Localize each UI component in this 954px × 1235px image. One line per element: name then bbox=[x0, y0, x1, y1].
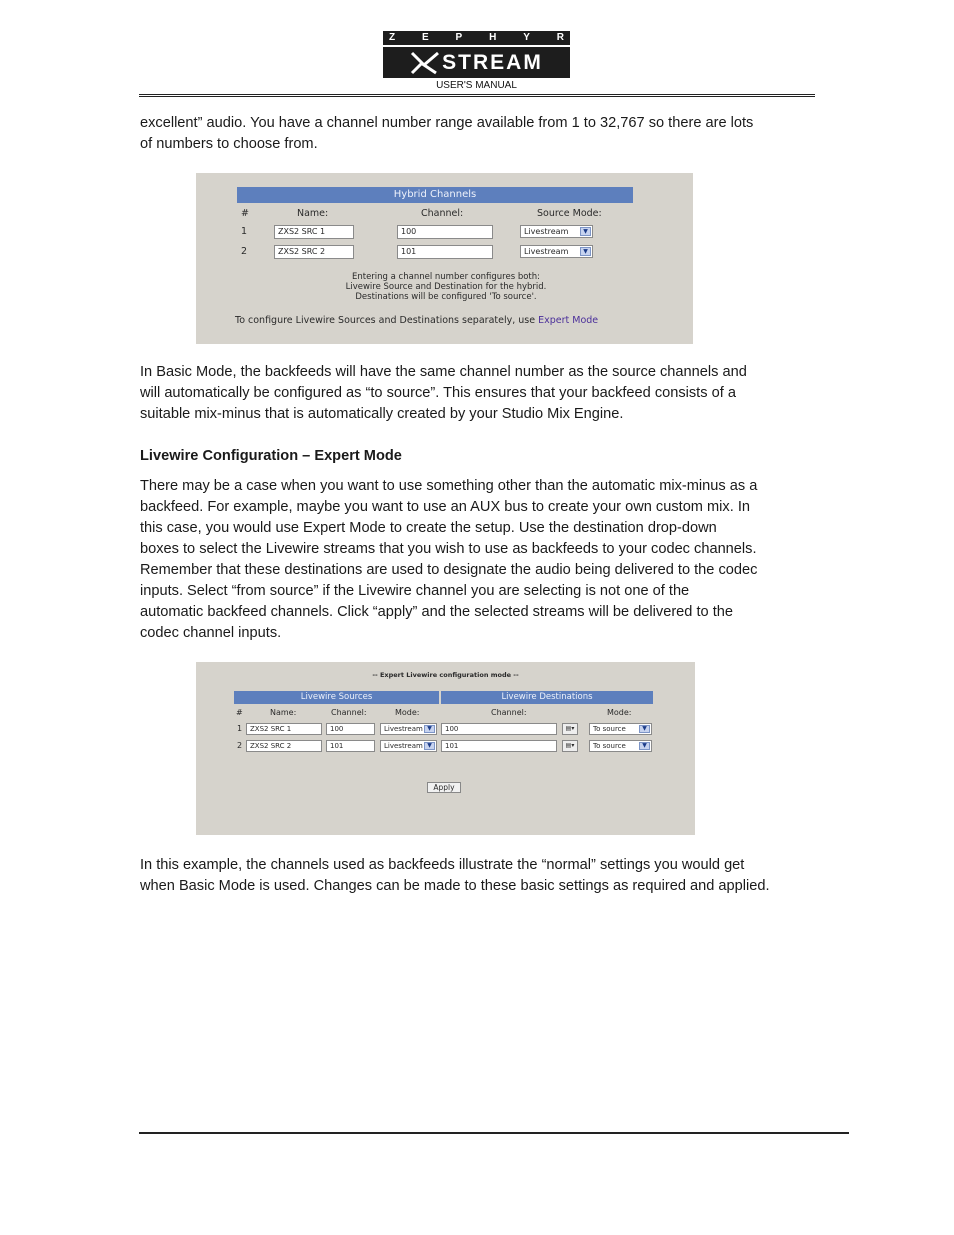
logo-rule bbox=[383, 45, 570, 47]
text-line: Remember that these destinations are used to designate the audio being delivered to the codec bbox=[140, 562, 758, 578]
logo-letter: P bbox=[455, 32, 463, 43]
col-name-label: Name: bbox=[270, 708, 297, 717]
logo-letter: H bbox=[489, 32, 497, 43]
select-value: Livestream bbox=[384, 742, 423, 750]
chevron-down-icon: ▼ bbox=[580, 247, 591, 256]
hybrid-channel-input[interactable]: 100 bbox=[397, 225, 493, 239]
text-line: suitable mix-minus that is automatically created by your Studio Mix Engine. bbox=[140, 406, 624, 422]
text-line: of numbers to choose from. bbox=[140, 136, 318, 152]
users-manual-label: USER'S MANUAL bbox=[436, 80, 517, 91]
chevron-down-icon: ▼ bbox=[639, 742, 650, 750]
expert-name-input[interactable]: ZXS2 SRC 2 bbox=[246, 740, 322, 752]
expert-dest-channel-input[interactable]: 100 bbox=[441, 723, 557, 735]
chevron-down-icon: ▼ bbox=[424, 725, 435, 733]
chevron-down-icon: ▼ bbox=[580, 227, 591, 236]
text-line: There may be a case when you want to use something other than the automatic mix-minus as a bbox=[140, 478, 758, 494]
logo-xstream bbox=[383, 48, 570, 78]
col-dest-channel-label: Channel: bbox=[491, 708, 527, 717]
expert-channel-input[interactable]: 100 bbox=[326, 723, 375, 735]
logo-letter: Y bbox=[523, 32, 530, 43]
text-line: when Basic Mode is used. Changes can be made to these basic settings as required and applied. bbox=[140, 878, 770, 894]
expert-channel-input[interactable]: 101 bbox=[326, 740, 375, 752]
paragraph-4 bbox=[140, 855, 820, 897]
chevron-down-icon: ▼ bbox=[424, 742, 435, 750]
text-line: excellent” audio. You have a channel number range available from 1 to 32,767 so there are lots bbox=[140, 115, 754, 131]
col-channel-label: Channel: bbox=[331, 708, 367, 717]
col-mode-label: Mode: bbox=[395, 708, 420, 717]
logo-letter: Z bbox=[389, 32, 396, 43]
section-heading: Livewire Configuration – Expert Mode bbox=[140, 448, 402, 464]
expert-mode-select[interactable] bbox=[380, 740, 437, 752]
hybrid-channels-title: Hybrid Channels bbox=[237, 187, 633, 203]
text-line: this case, you would use Expert Mode to create the setup. Use the destination drop-down bbox=[140, 520, 717, 536]
hybrid-name-input[interactable]: ZXS2 SRC 1 bbox=[274, 225, 354, 239]
expert-dest-mode-select[interactable] bbox=[589, 740, 652, 752]
header-rule-2 bbox=[139, 96, 815, 97]
row-num: 1 bbox=[237, 724, 243, 733]
footer-rule bbox=[139, 1132, 849, 1134]
hybrid-note bbox=[296, 272, 596, 302]
row-num: 2 bbox=[241, 246, 248, 257]
livewire-destinations-header: Livewire Destinations bbox=[441, 691, 653, 704]
hybrid-footer bbox=[235, 315, 598, 326]
col-name-label: Name: bbox=[297, 208, 329, 219]
text-line: automatic backfeed channels. Click “apply” and the selected streams will be delivered to the bbox=[140, 604, 733, 620]
note-line: Entering a channel number configures both: bbox=[351, 272, 541, 282]
row-num: 2 bbox=[237, 741, 243, 750]
hybrid-name-input[interactable]: ZXS2 SRC 2 bbox=[274, 245, 354, 259]
text-line: inputs. Select “from source” if the Livewire channel you are selecting is not one of the bbox=[140, 583, 690, 599]
col-dest-mode-label: Mode: bbox=[607, 708, 632, 717]
expert-mode-select[interactable] bbox=[380, 723, 437, 735]
logo-stream-text: STREAM bbox=[442, 51, 543, 74]
expert-dest-channel-input[interactable]: 101 bbox=[441, 740, 557, 752]
hybrid-channels-screenshot bbox=[196, 173, 693, 344]
hybrid-channel-input[interactable]: 101 bbox=[397, 245, 493, 259]
expert-mode-link[interactable]: Expert Mode bbox=[538, 315, 599, 326]
header-rule bbox=[139, 94, 815, 95]
paragraph-2 bbox=[140, 362, 820, 425]
select-value: Livestream bbox=[384, 725, 423, 733]
note-line: Livewire Source and Destination for the hybrid. bbox=[345, 282, 547, 292]
text-line: boxes to select the Livewire streams that you wish to use as backfeeds to your codec channels. bbox=[140, 541, 757, 557]
expert-mode-title: -- Expert Livewire configuration mode -- bbox=[372, 671, 519, 679]
logo-zephyr-letters bbox=[383, 31, 570, 45]
select-value: Livestream bbox=[524, 227, 569, 236]
note-line: Destinations will be configured 'To source'. bbox=[355, 292, 537, 302]
text-line: will automatically be configured as “to source”. This ensures that your backfeed consists of a bbox=[140, 385, 736, 401]
select-value: To source bbox=[593, 742, 626, 750]
col-source-mode-label: Source Mode: bbox=[537, 208, 602, 219]
logo-letter: R bbox=[556, 32, 564, 43]
select-value: Livestream bbox=[524, 247, 569, 256]
stream-picker-icon[interactable]: ▤▾ bbox=[562, 723, 578, 735]
stream-picker-icon[interactable]: ▤▾ bbox=[562, 740, 578, 752]
expert-name-input[interactable]: ZXS2 SRC 1 bbox=[246, 723, 322, 735]
logo-letter: E bbox=[421, 32, 429, 43]
text-line: backfeed. For example, maybe you want to use an AUX bus to create your own custom mix. In bbox=[140, 499, 750, 515]
chevron-down-icon: ▼ bbox=[639, 725, 650, 733]
col-channel-label: Channel: bbox=[421, 208, 464, 219]
select-value: To source bbox=[593, 725, 626, 733]
text-line: codec channel inputs. bbox=[140, 625, 282, 641]
apply-button[interactable]: Apply bbox=[427, 782, 461, 793]
livewire-sources-header: Livewire Sources bbox=[234, 691, 439, 704]
expert-dest-mode-select[interactable] bbox=[589, 723, 652, 735]
text-line: In Basic Mode, the backfeeds will have the same channel number as the source channels and bbox=[140, 364, 747, 380]
row-num: 1 bbox=[241, 226, 248, 237]
paragraph-1 bbox=[140, 113, 820, 155]
paragraph-3 bbox=[140, 476, 820, 644]
hybrid-source-mode-select[interactable] bbox=[520, 245, 593, 258]
expert-mode-screenshot bbox=[196, 662, 695, 835]
xstream-logo bbox=[383, 31, 570, 78]
col-num-label: # bbox=[236, 708, 243, 717]
footer-text: To configure Livewire Sources and Destinations separately, use bbox=[235, 315, 539, 326]
hybrid-source-mode-select[interactable] bbox=[520, 225, 593, 238]
col-num-label: # bbox=[241, 208, 249, 219]
text-line: In this example, the channels used as backfeeds illustrate the “normal” settings you would get bbox=[140, 857, 745, 873]
logo-x-mark bbox=[410, 51, 440, 75]
